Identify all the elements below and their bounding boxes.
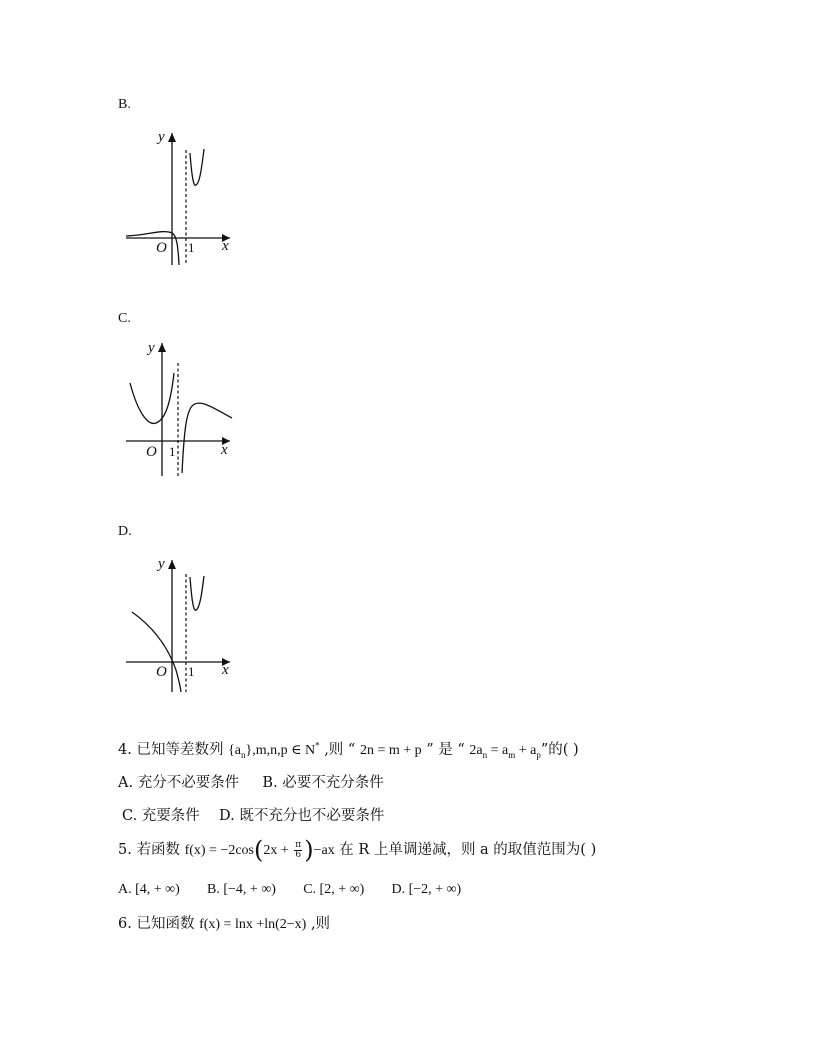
option-a: A. [4, + ∞) [118,882,180,897]
pi-over-6: $\frac{\pi}{6}$ [295,839,302,860]
question-4-options-row-2 [122,804,384,825]
x-axis-label: x [221,442,228,458]
question-5-options [118,881,461,898]
question-4: 4. 已知等差数列 $\{a_n\},m,n,p$ ∈ N* ,则 “ 2n = m + p ” 是 “ $2a_n = a_m + a_p$”的( ) [118,740,579,760]
question-5: 5. 若函数 f(x) = −2cos(2x + $\frac{\pi}{6}$ )−ax 在 R 上单调递减，则 a 的取值范围为( ) [118,836,597,864]
origin-label: O [146,444,157,460]
origin-label: O [156,240,167,256]
option-b-graph [118,125,248,270]
condition-1: 2n = m + p [359,743,422,758]
option-b-label: B. [118,97,131,112]
x-axis-label: x [222,238,229,254]
option-b: B. [−4, + ∞) [207,882,276,897]
sequence-notation: $\{a_n\},m,n,p$ ∈ N* [228,740,320,760]
origin-label: O [156,664,167,680]
y-axis-label: y [158,556,165,572]
option-b: B. 必要不充分条件 [262,775,384,791]
tick-one-label: 1 [169,444,176,459]
question-4-options-row-1 [118,771,384,792]
option-d-graph [118,552,248,697]
x-axis-label: x [222,662,229,678]
option-d: D. [−2, + ∞) [391,882,462,897]
tick-one-label: 1 [188,664,195,679]
condition-2: $2a_n = a_m + a_p$ [469,743,541,760]
option-c: C. [2, + ∞) [303,882,365,897]
option-d-label: D. [118,524,132,539]
question-6-text: 6. 已知函数 [118,916,200,932]
option-c-graph [118,338,248,483]
option-c: C. 充要条件 [122,808,200,824]
question-5-text: 5. 若函数 [118,842,185,858]
tick-one-label: 1 [188,240,195,255]
option-d: D. 既不充分也不必要条件 [219,808,385,824]
option-c-label: C. [118,311,131,326]
y-axis-label: y [148,340,155,356]
question-6: 6. 已知函数 f(x) = lnx +ln(2−x) ,则 [118,916,331,932]
y-axis-label: y [158,129,165,145]
question-4-text: 4. 已知等差数列 [118,742,224,758]
option-a: A. 充分不必要条件 [118,775,240,791]
